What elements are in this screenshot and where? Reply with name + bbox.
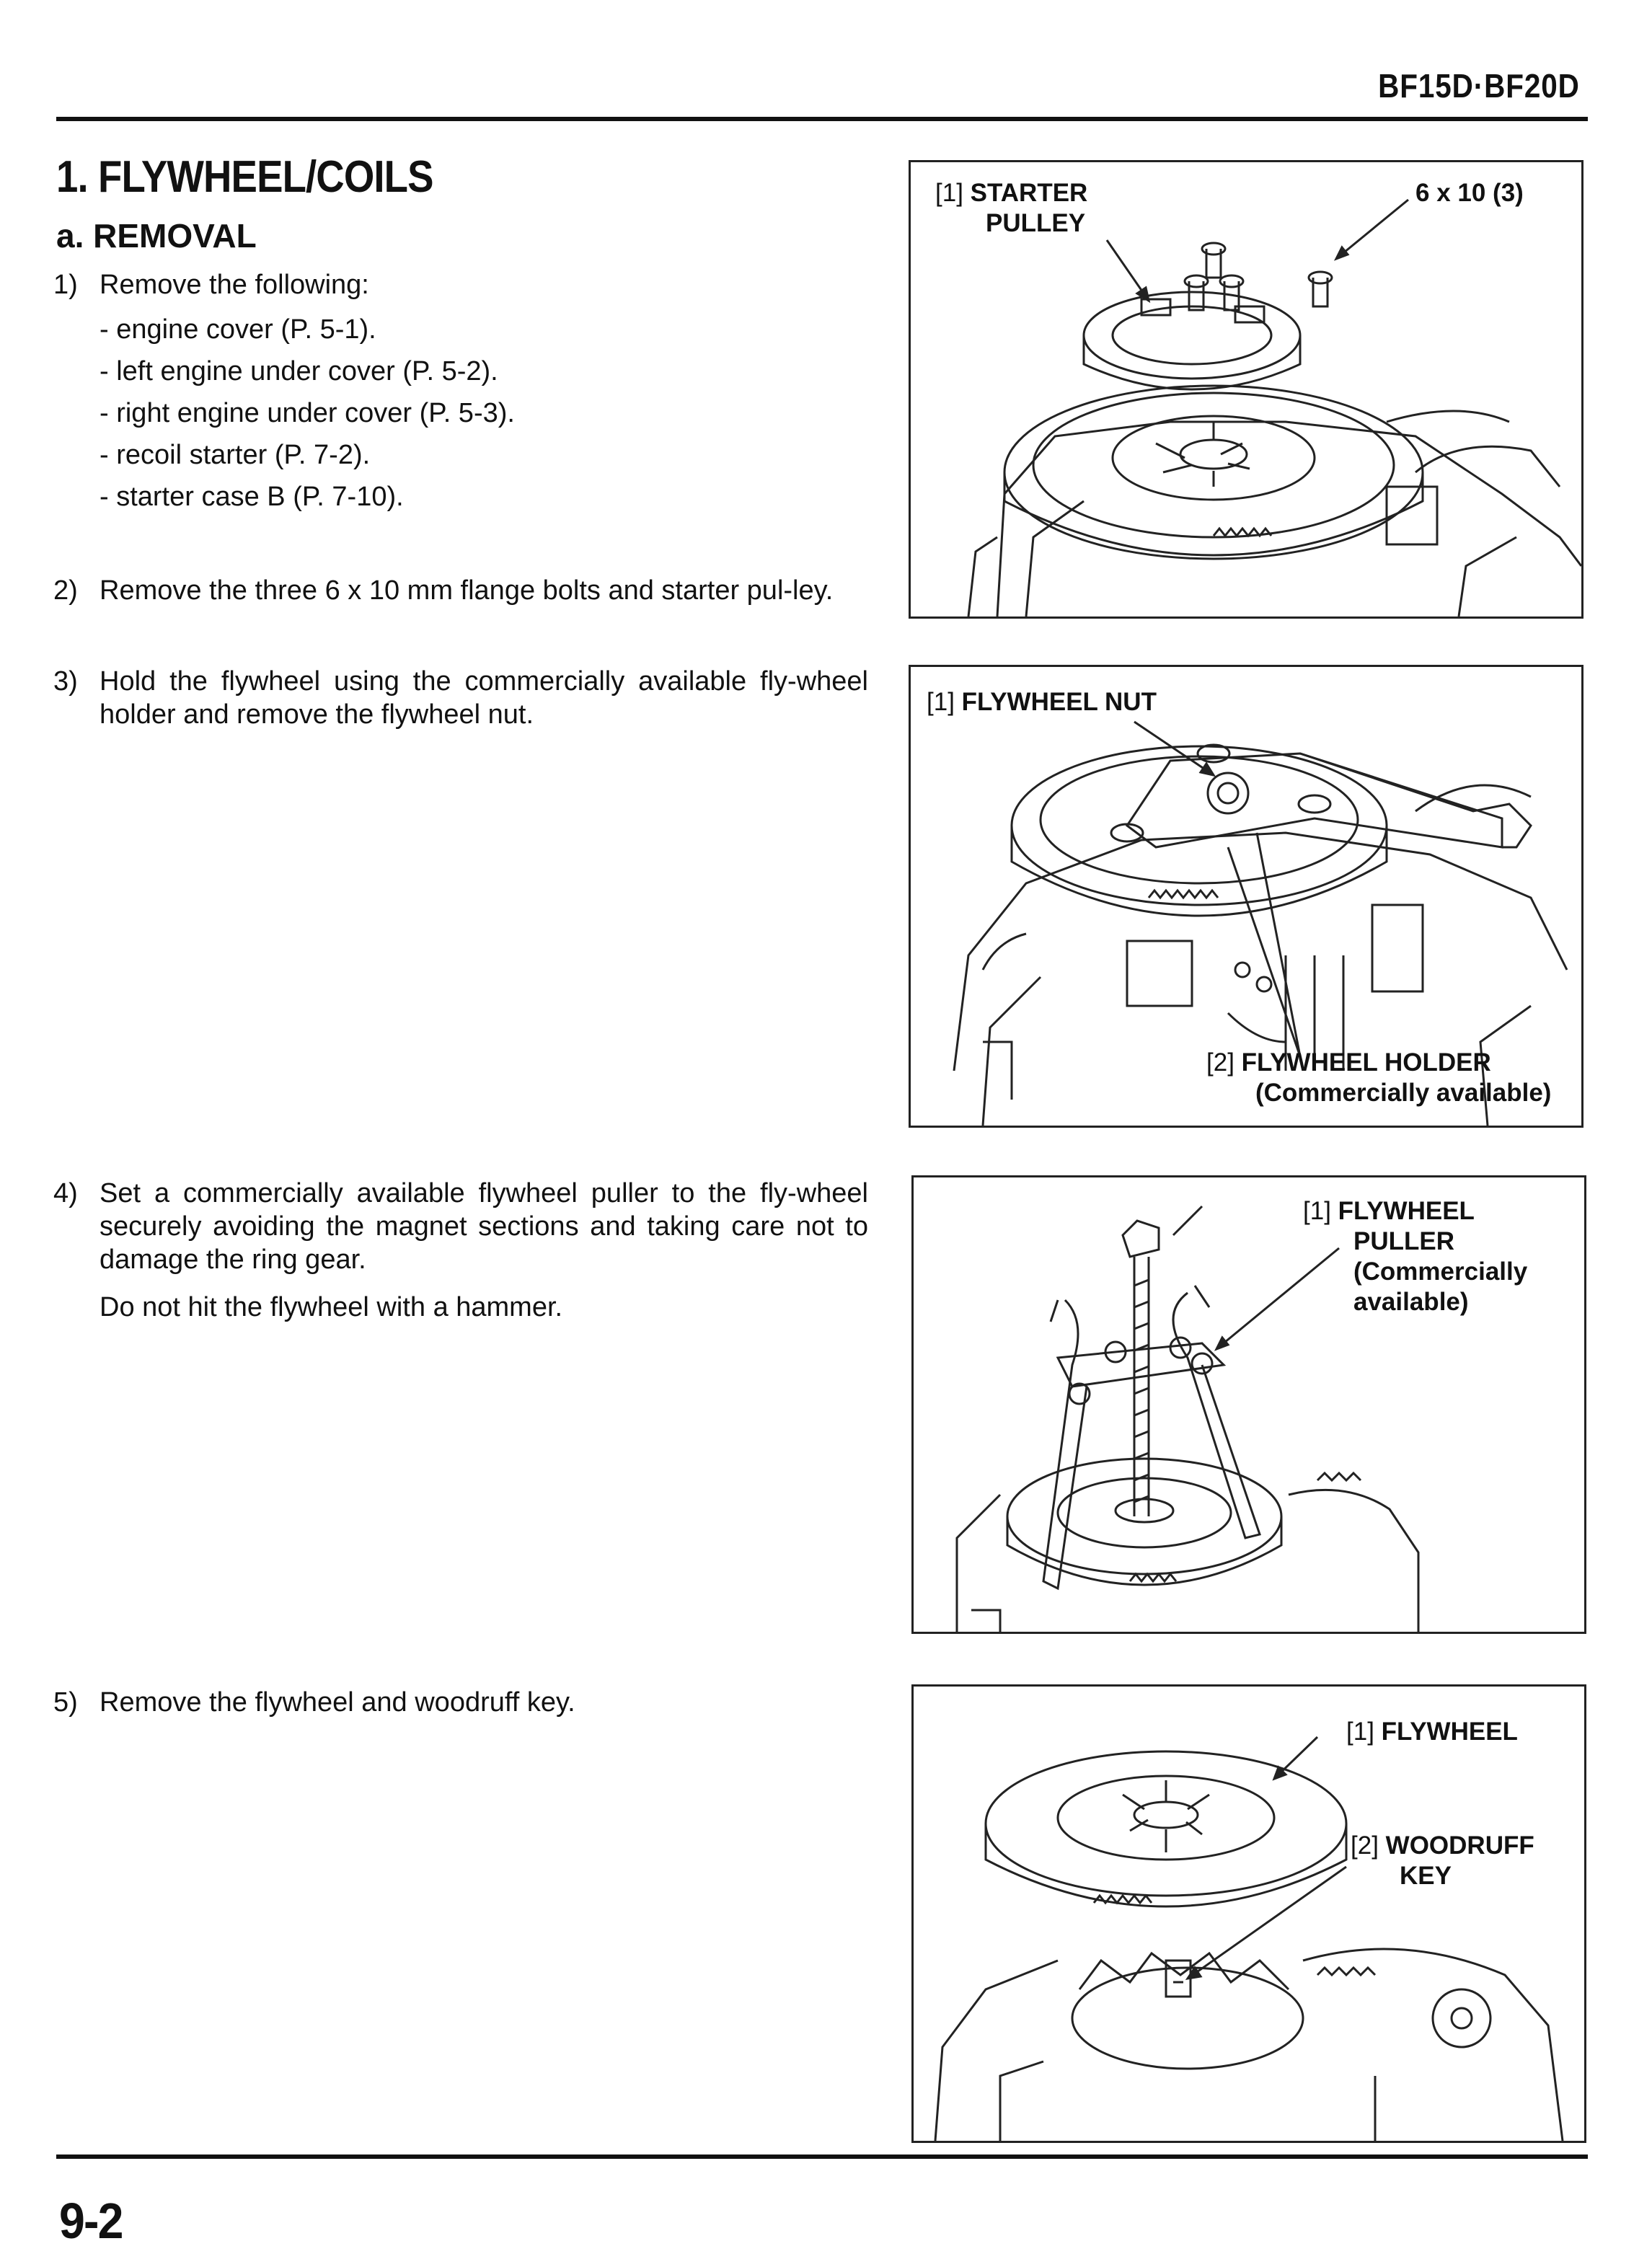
removal-list [100, 309, 515, 518]
figure-flywheel-woodruff-key [911, 1684, 1586, 2143]
step-text: Set a commercially available flywheel puller to the fly-wheel securely avoiding the magnet sections and taking care not to damage the ring gear. [100, 1178, 868, 1275]
step-number: 2) [53, 575, 78, 606]
callout-bolt-size: 6 x 10 (3) [1415, 179, 1524, 207]
list-item: - recoil starter (P. 7-2). [100, 440, 371, 470]
section-title: 1. FLYWHEEL/COILS [56, 152, 433, 202]
step-1 [53, 268, 868, 301]
list-item: - left engine under cover (P. 5-2). [100, 356, 498, 386]
callout-starter-pulley: [1] STARTER PULLEY [935, 179, 1088, 237]
figure-starter-pulley [909, 160, 1583, 619]
list-item: - engine cover (P. 5-1). [100, 314, 376, 345]
callout-flywheel-holder: [2] FLYWHEEL HOLDER (Commercially available) [1206, 1048, 1552, 1107]
callout-flywheel: [1] FLYWHEEL [1346, 1718, 1518, 1746]
step-3 [53, 665, 868, 731]
step-4 [53, 1177, 868, 1324]
page-number: 9-2 [59, 2193, 123, 2249]
page-header-model: BF15D·BF20D [1378, 67, 1580, 105]
step-text: Remove the flywheel and woodruff key. [100, 1687, 575, 1718]
step-number: 1) [53, 270, 78, 300]
callout-woodruff-key: [2] WOODRUFF KEY [1351, 1831, 1534, 1890]
step-2 [53, 574, 868, 607]
step-number: 3) [53, 666, 78, 697]
subsection-title: a. REMOVAL [56, 217, 257, 255]
callout-flywheel-nut: [1] FLYWHEEL NUT [927, 688, 1157, 716]
step-number: 5) [53, 1687, 78, 1718]
footer-rule [56, 2154, 1588, 2159]
step-text: Remove the following: [100, 270, 369, 300]
header-rule [56, 117, 1588, 121]
step-5 [53, 1686, 868, 1719]
step-number: 4) [53, 1178, 78, 1208]
step-text: Remove the three 6 x 10 mm flange bolts and starter pul-ley. [100, 575, 834, 606]
figure-flywheel-holder [909, 665, 1583, 1128]
flywheel-woodruff-illustration [914, 1687, 1584, 2141]
list-item: - right engine under cover (P. 5-3). [100, 398, 515, 428]
step-text: Hold the flywheel using the commercially available fly-wheel holder and remove the flywheel nut. [100, 666, 868, 730]
step-note: Do not hit the flywheel with a hammer. [100, 1292, 563, 1322]
callout-flywheel-puller: [1] FLYWHEEL PULLER (Commercially available) [1303, 1197, 1528, 1316]
figure-flywheel-puller [911, 1175, 1586, 1634]
list-item: - starter case B (P. 7-10). [100, 482, 404, 512]
